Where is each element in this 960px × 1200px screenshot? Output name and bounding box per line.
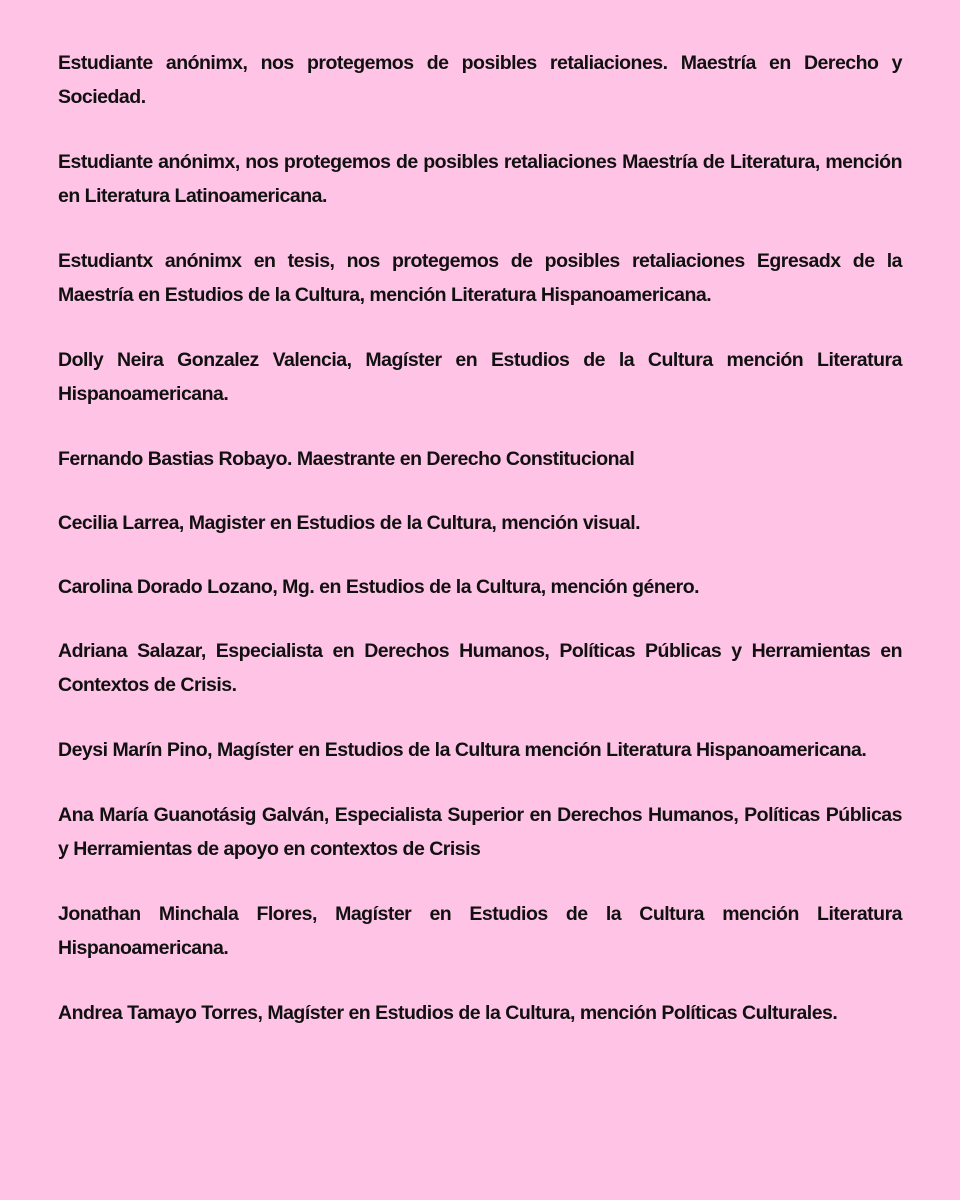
signatory-entry: Carolina Dorado Lozano, Mg. en Estudios de la Cultura, mención género. xyxy=(58,576,700,598)
signatory-entry: Fernando Bastias Robayo. Maestrante en Derecho Constitucional xyxy=(58,448,635,470)
signatory-entry: Estudiante anónimx, nos protegemos de posibles retaliaciones Maestría de Literatura, mención en Literatura Latinoamericana. xyxy=(58,151,902,207)
signatory-entry: Cecilia Larrea, Magister en Estudios de la Cultura, mención visual. xyxy=(58,512,641,534)
signatory-entry: Estudiantx anónimx en tesis, nos protegemos de posibles retaliaciones Egresadx de la Maestría en Estudios de la Cultura, mención Literatura Hispanoamericana. xyxy=(58,250,902,306)
signatory-entry: Deysi Marín Pino, Magíster en Estudios de la Cultura mención Literatura Hispanoamericana. xyxy=(58,739,867,761)
signatory-entry: Ana María Guanotásig Galván, Especialista Superior en Derechos Humanos, Políticas Públicas y Herramientas de apoyo en contextos de Crisis xyxy=(58,804,902,860)
signatory-entry: Andrea Tamayo Torres, Magíster en Estudios de la Cultura, mención Políticas Culturales. xyxy=(58,1002,838,1024)
signatory-entry: Adriana Salazar, Especialista en Derechos Humanos, Políticas Públicas y Herramientas en Contextos de Crisis. xyxy=(58,640,902,696)
signatory-entry: Dolly Neira Gonzalez Valencia, Magíster en Estudios de la Cultura mención Literatura Hispanoamericana. xyxy=(58,349,902,405)
signatory-entry: Jonathan Minchala Flores, Magíster en Estudios de la Cultura mención Literatura Hispanoamericana. xyxy=(58,903,902,959)
signatory-entry: Estudiante anónimx, nos protegemos de posibles retaliaciones. Maestría en Derecho y Sociedad. xyxy=(58,52,902,108)
